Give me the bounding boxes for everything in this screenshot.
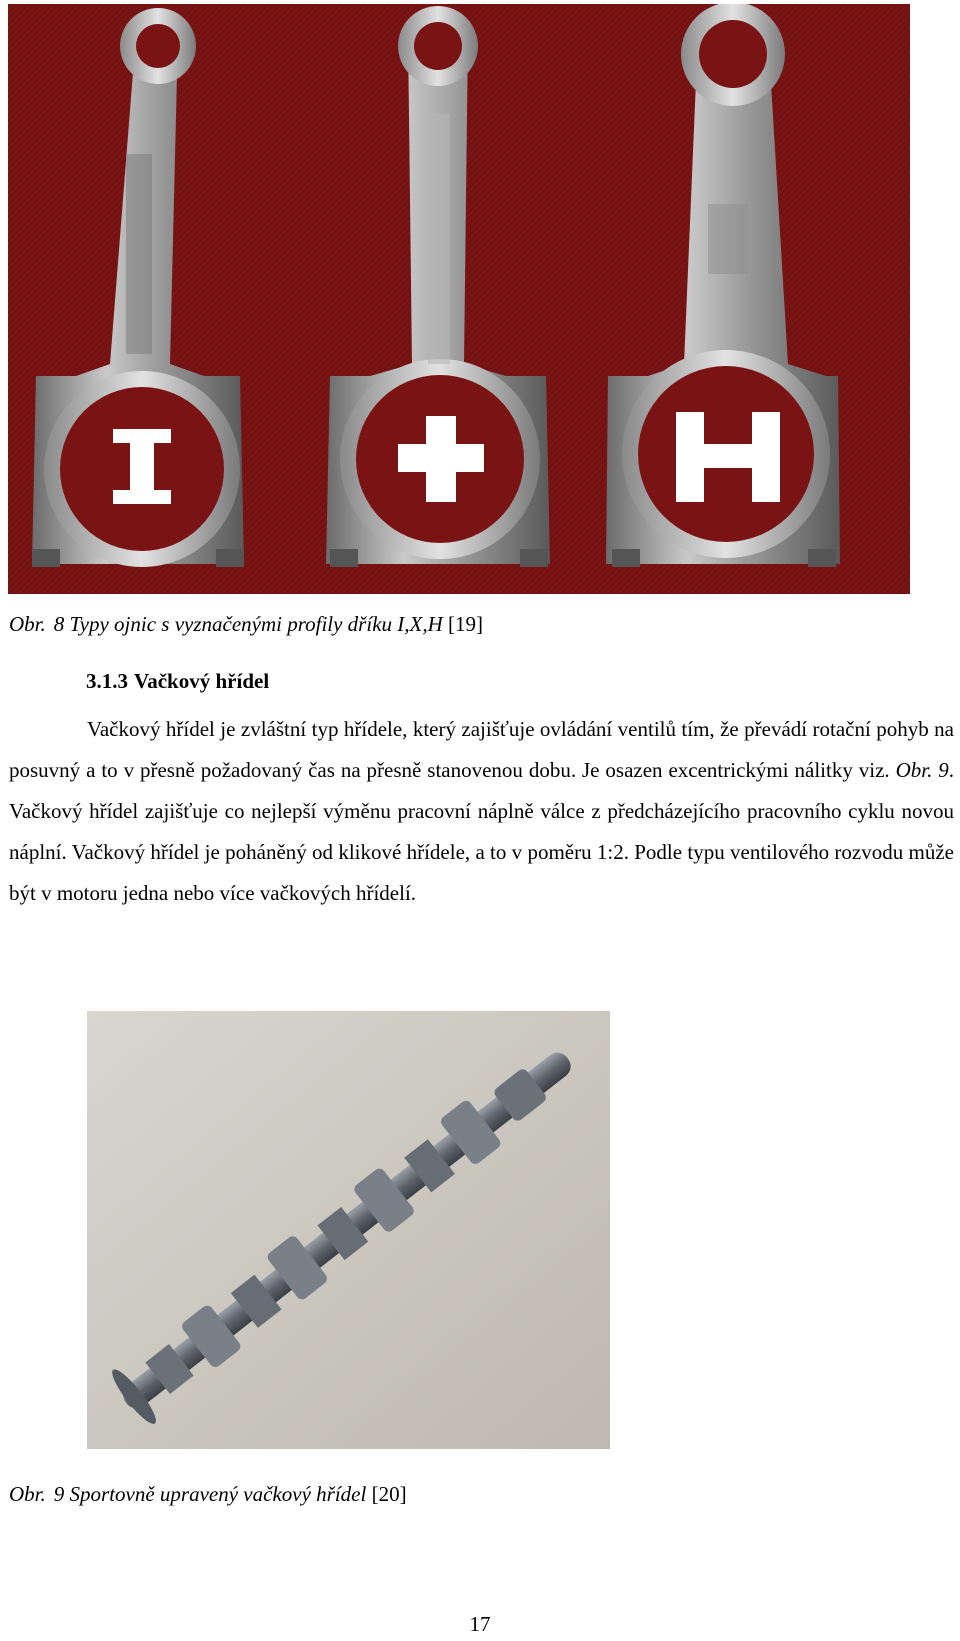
paragraph (9, 709, 954, 914)
page-number: 17 (469, 1612, 491, 1636)
figure8-caption-ref: [19] (448, 612, 483, 636)
connecting-rods-figure (8, 4, 910, 594)
figure8-caption-text: 8 Typy ojnic s vyznačenými profily dříku I,X,H (53, 612, 443, 636)
camshaft-figure (87, 1011, 610, 1449)
figure9-caption-text: 9 Sportovně upravený vačkový hřídel (53, 1482, 367, 1506)
figure8-caption (9, 612, 483, 636)
paragraph-part2: . Vačkový hřídel zajišťuje co nejlepší výměnu pracovní náplně válce z předcházejícího pracovního cyklu novou náplní. Vačkový hřídel je poháněný od klikové hřídele, a to v poměru 1:2. Podle typu ventilového rozvodu může být v motoru jedna nebo více vačkových hřídelí. (9, 758, 954, 905)
section-number: 3.1.3 (86, 669, 128, 693)
figure9-caption (9, 1482, 407, 1506)
section-title: Vačkový hřídel (134, 669, 270, 693)
paragraph-part1: Vačkový hřídel je zvláštní typ hřídele, který zajišťuje ovládání ventilů tím, že převádí rotační pohyb na posuvný a to v přesně požadovaný čas na přesně stanovenou dobu. Je osazen excentrickými nálitky viz. (9, 717, 954, 782)
body-text (9, 709, 954, 914)
figure-reference: Obr. 9 (895, 758, 949, 782)
section-heading (86, 669, 269, 693)
figure8-caption-lead: Obr. (9, 612, 46, 636)
figure9-caption-lead: Obr. (9, 1482, 46, 1506)
figure9-caption-ref: [20] (371, 1482, 407, 1506)
